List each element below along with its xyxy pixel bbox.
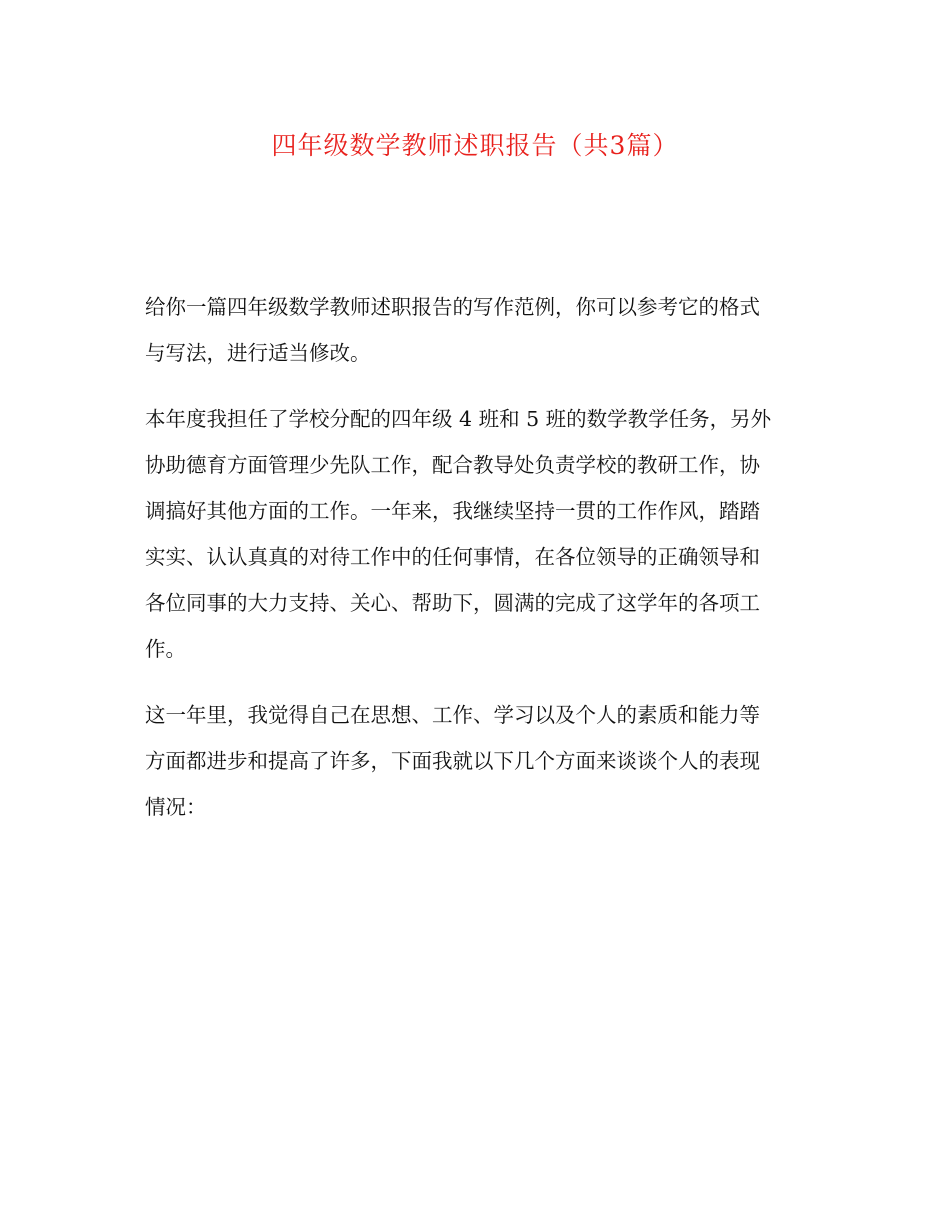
text-line: 与写法，进行适当修改。: [145, 341, 371, 365]
paragraph-spacer: [145, 376, 805, 396]
text-line: 协助德育方面管理少先队工作，配合教导处负责学校的教研工作，协: [145, 453, 760, 477]
text-line: 这一年里，我觉得自己在思想、工作、学习以及个人的素质和能力等: [145, 703, 760, 727]
paragraph-spacer: [145, 672, 805, 692]
text-line: 各位同事的大力支持、关心、帮助下，圆满的完成了这学年的各项工: [145, 591, 760, 615]
text-line: 方面都进步和提高了许多，下面我就以下几个方面来谈谈个人的表现: [145, 749, 760, 773]
text-line: 情况：: [145, 795, 207, 819]
text-line: 调搞好其他方面的工作。一年来，我继续坚持一贯的工作作风，踏踏: [145, 499, 760, 523]
paragraph-duties: [145, 396, 805, 672]
text-line: 本年度我担任了学校分配的四年级 4 班和 5 班的数学教学任务，另外: [145, 407, 772, 431]
document-title: 四年级数学教师述职报告（共3篇）: [271, 131, 679, 160]
text-line: 作。: [145, 637, 186, 661]
text-line: 实实、认认真真的对待工作中的任何事情，在各位领导的正确领导和: [145, 545, 760, 569]
text-line: 给你一篇四年级数学教师述职报告的写作范例，你可以参考它的格式: [145, 295, 760, 319]
paragraph-intro: [145, 284, 805, 376]
paragraph-summary: [145, 692, 805, 830]
document-body: [145, 284, 805, 830]
